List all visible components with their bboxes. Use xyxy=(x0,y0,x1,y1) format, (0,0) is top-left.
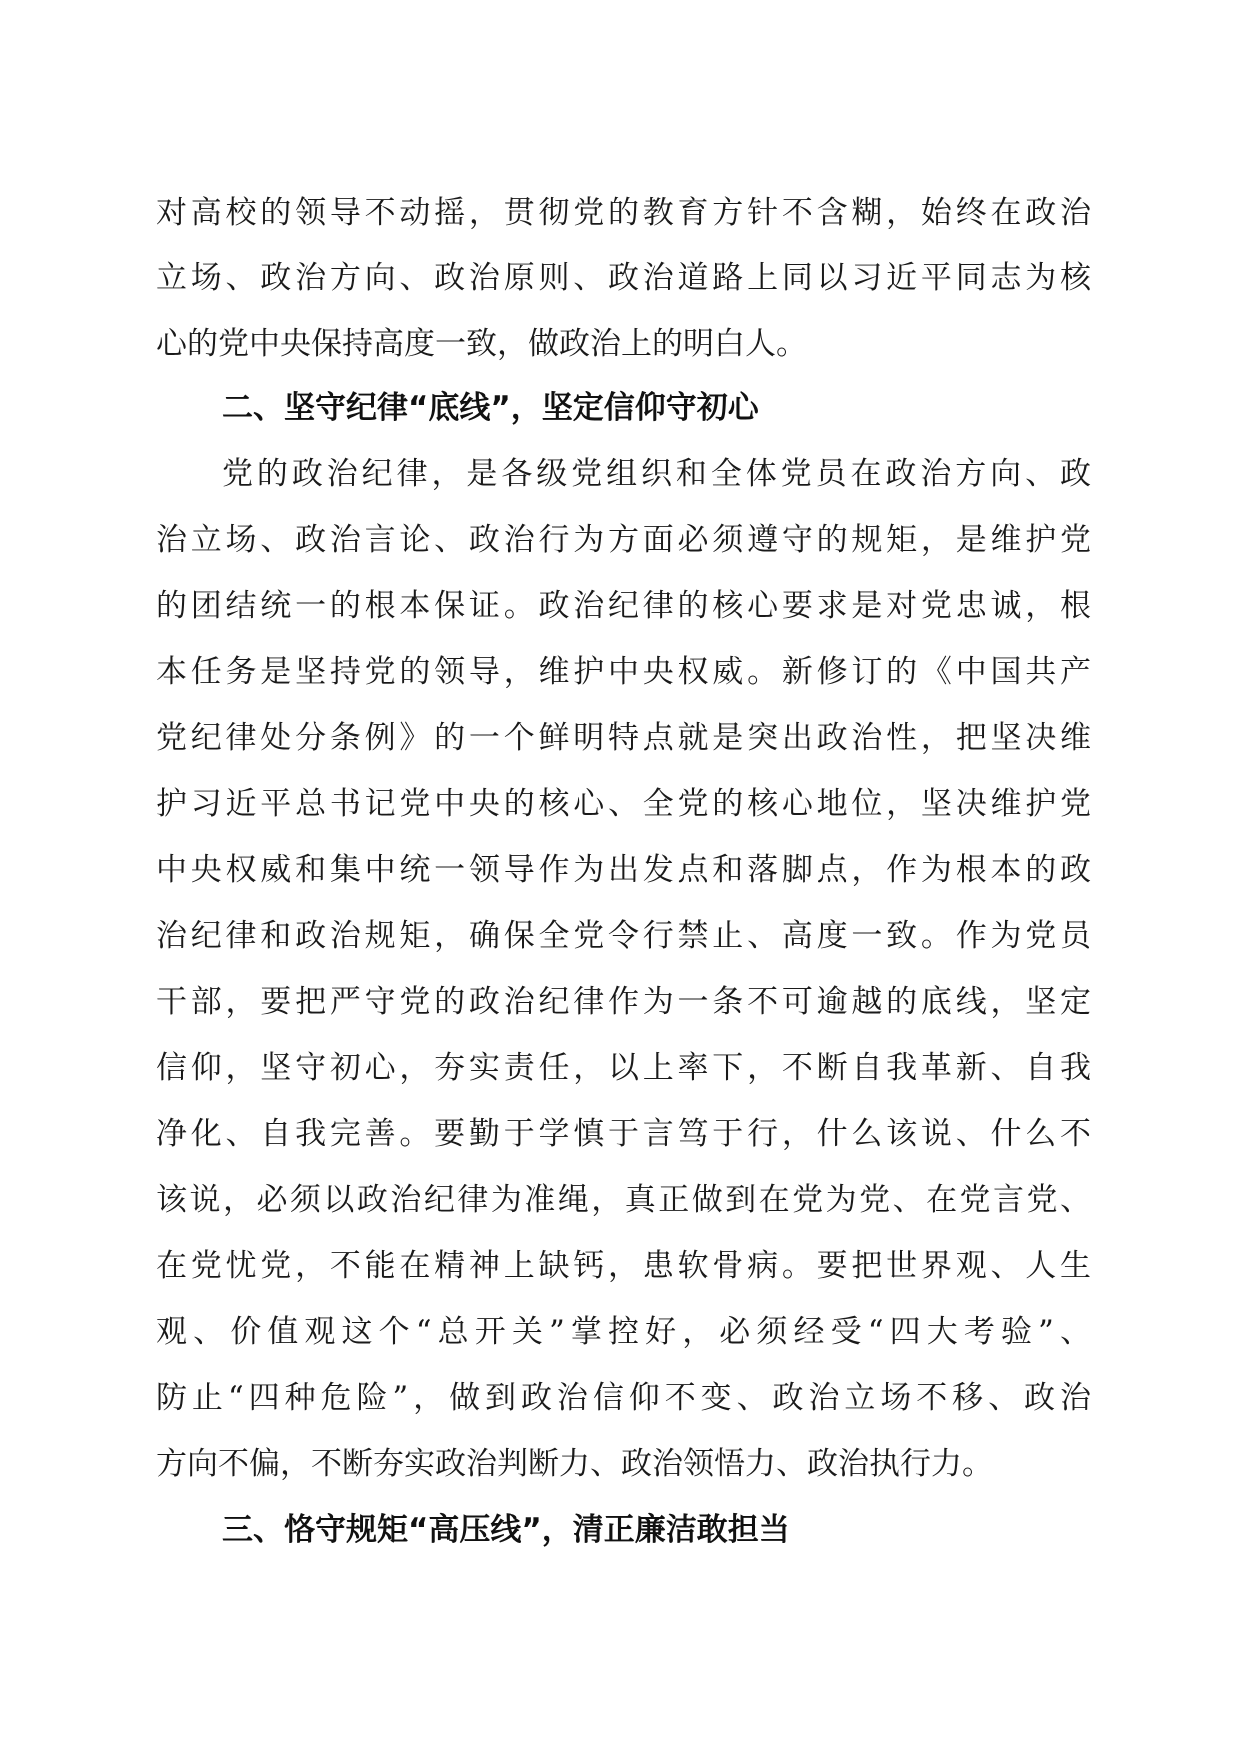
body-line: 该说，必须以政治纪律为准绳，真正做到在党为党、在党言党、 xyxy=(156,1182,1091,1218)
body-line: 党纪律处分条例》的一个鲜明特点就是突出政治性，把坚决维 xyxy=(156,720,1091,756)
body-line: 护习近平总书记党中央的核心、全党的核心地位，坚决维护党 xyxy=(156,786,1091,822)
body-line: 防止“四种危险”，做到政治信仰不变、政治立场不移、政治 xyxy=(156,1380,1091,1416)
section-heading-three: 三、恪守规矩“高压线”，清正廉洁敢担当 xyxy=(222,1512,790,1548)
body-line: 治立场、政治言论、政治行为方面必须遵守的规矩，是维护党 xyxy=(156,522,1091,558)
body-line: 中央权威和集中统一领导作为出发点和落脚点，作为根本的政 xyxy=(156,852,1091,888)
body-line: 立场、政治方向、政治原则、政治道路上同以习近平同志为核 xyxy=(156,260,1091,296)
body-line: 干部，要把严守党的政治纪律作为一条不可逾越的底线，坚定 xyxy=(156,984,1091,1020)
body-line: 方向不偏，不断夯实政治判断力、政治领悟力、政治执行力。 xyxy=(156,1446,993,1482)
body-line: 的团结统一的根本保证。政治纪律的核心要求是对党忠诚，根 xyxy=(156,588,1091,624)
body-line: 本任务是坚持党的领导，维护中央权威。新修订的《中国共产 xyxy=(156,654,1091,690)
section-heading-two: 二、坚守纪律“底线”，坚定信仰守初心 xyxy=(222,390,759,426)
paragraph-first-line: 党的政治纪律，是各级党组织和全体党员在政治方向、政 xyxy=(222,456,1091,492)
body-line: 在党忧党，不能在精神上缺钙，患软骨病。要把世界观、人生 xyxy=(156,1248,1091,1284)
body-line: 净化、自我完善。要勤于学慎于言笃于行，什么该说、什么不 xyxy=(156,1116,1091,1152)
body-line: 心的党中央保持高度一致，做政治上的明白人。 xyxy=(156,326,807,362)
body-line: 治纪律和政治规矩，确保全党令行禁止、高度一致。作为党员 xyxy=(156,918,1091,954)
body-line: 对高校的领导不动摇，贯彻党的教育方针不含糊，始终在政治 xyxy=(156,195,1091,231)
body-line: 观、价值观这个“总开关”掌控好，必须经受“四大考验”、 xyxy=(156,1314,1091,1350)
body-line: 信仰，坚守初心，夯实责任，以上率下，不断自我革新、自我 xyxy=(156,1050,1091,1086)
